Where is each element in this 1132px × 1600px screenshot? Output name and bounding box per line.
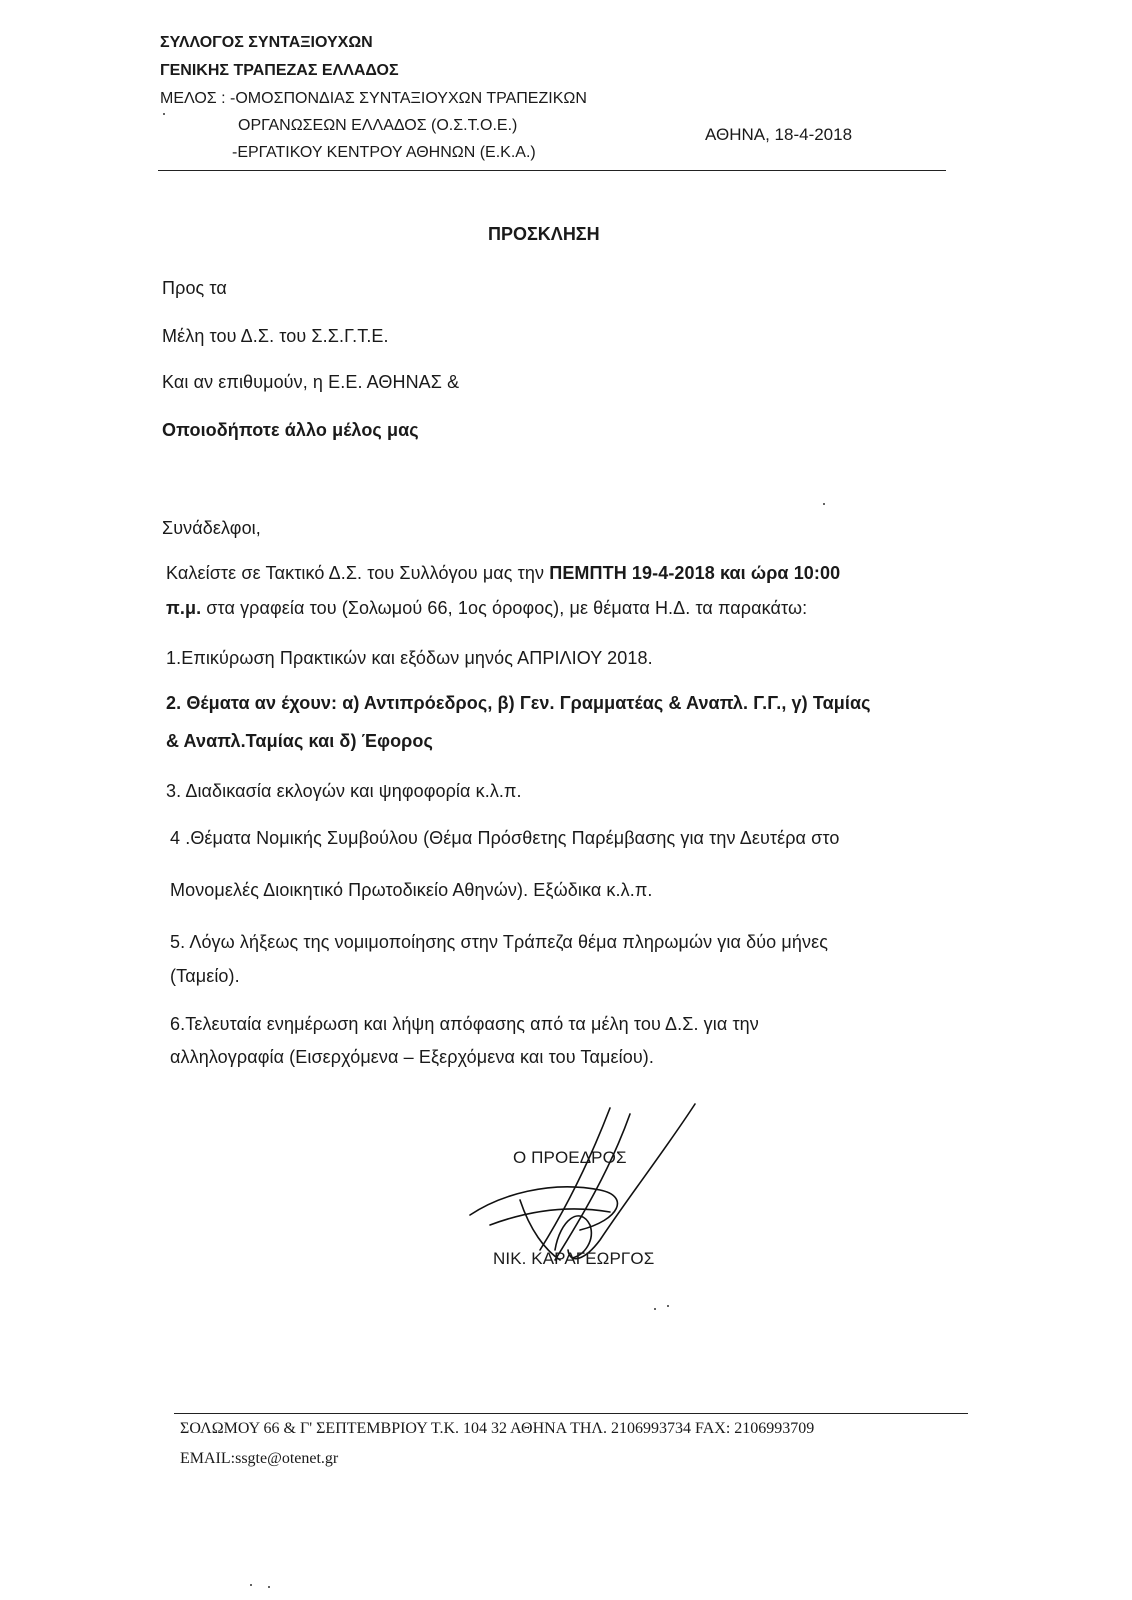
org-name-line1: ΣΥΛΛΟΓΟΣ ΣΥΝΤΑΞΙΟΥΧΩΝ [160, 34, 373, 51]
scan-speck [268, 1586, 270, 1588]
intro-text-1: Καλείστε σε Τακτικό Δ.Σ. του Συλλόγου μας την [166, 563, 550, 583]
agenda-item-1: 1.Επικύρωση Πρακτικών και εξόδων μηνός ΑΠΡΙΛΙΟΥ 2018. [166, 648, 653, 668]
intro-text-2: στα γραφεία του (Σολωμού 66, 1ος όροφος), με θέματα Η.Δ. τα παρακάτω: [201, 598, 808, 618]
header-divider [158, 170, 946, 171]
signatory-role: Ο ΠΡΟΕΔΡΟΣ [513, 1148, 627, 1167]
handwritten-signature [460, 1100, 720, 1270]
scan-speck [667, 1305, 669, 1307]
footer-address: ΣΟΛΩΜΟΥ 66 & Γ' ΣΕΠΤΕΜΒΡΙΟΥ Τ.Κ. 104 32 ΑΘΗΝΑ ΤΗΛ. 2106993734 FAX: 2106993709 [180, 1420, 815, 1437]
agenda-item-5-line1: 5. Λόγω λήξεως της νομιμοποίησης στην Τράπεζα θέμα πληρωμών για δύο μήνες [170, 932, 828, 952]
recipients-intro: Προς τα [162, 278, 227, 298]
agenda-item-3: 3. Διαδικασία εκλογών και ψηφοφορία κ.λ.π. [166, 781, 522, 801]
agenda-item-6-line2: αλληλογραφία (Εισερχόμενα – Εξερχόμενα και του Ταμείου). [170, 1047, 654, 1067]
agenda-item-2-line1: 2. Θέματα αν έχουν: α) Αντιπρόεδρος, β) Γεν. Γραμματέας & Αναπλ. Γ.Γ., γ) Ταμίας [166, 693, 871, 713]
agenda-item-5-line2: (Ταμείο). [170, 966, 240, 986]
agenda-item-2-line2: & Αναπλ.Ταμίας και δ) Έφορος [166, 731, 433, 751]
footer-divider [174, 1413, 968, 1414]
agenda-item-4-line2: Μονομελές Διοικητικό Πρωτοδικείο Αθηνών). Εξώδικα κ.λ.π. [170, 880, 653, 900]
scan-speck [823, 503, 825, 505]
intro-line1 [166, 563, 840, 584]
document-title: ΠΡΟΣΚΛΗΣΗ [488, 224, 600, 244]
recipients-committee: Και αν επιθυμούν, η Ε.Ε. ΑΘΗΝΑΣ & [162, 372, 460, 392]
scan-speck [654, 1308, 656, 1310]
intro-am: π.μ. [166, 598, 202, 618]
agenda-item-4-line1: 4 .Θέματα Νομικής Συμβούλου (Θέμα Πρόσθετης Παρέμβασης για την Δευτέρα στο [170, 828, 840, 848]
recipients-board: Μέλη του Δ.Σ. του Σ.Σ.Γ.Τ.Ε. [162, 326, 389, 346]
place-date: ΑΘΗΝΑ, 18-4-2018 [705, 125, 853, 144]
membership-line1: ΜΕΛΟΣ : -ΟΜΟΣΠΟΝΔΙΑΣ ΣΥΝΤΑΞΙΟΥΧΩΝ ΤΡΑΠΕΖΙΚΩΝ [160, 90, 587, 107]
agenda-item-6-line1: 6.Τελευταία ενημέρωση και λήψη απόφασης από τα μέλη του Δ.Σ. για την [170, 1014, 759, 1034]
scan-speck [250, 1584, 252, 1586]
recipients-other: Οποιοδήποτε άλλο μέλος μας [162, 420, 419, 440]
intro-line2 [166, 598, 807, 619]
signatory-name: ΝΙΚ. ΚΑΡΑΓΕΩΡΓΟΣ [493, 1249, 655, 1268]
greeting: Συνάδελφοι, [162, 518, 261, 538]
membership-line3: -ΕΡΓΑΤΙΚΟΥ ΚΕΝΤΡΟΥ ΑΘΗΝΩΝ (Ε.Κ.Α.) [232, 144, 536, 161]
org-name-line2: ΓΕΝΙΚΗΣ ΤΡΑΠΕΖΑΣ ΕΛΛΑΔΟΣ [160, 62, 399, 79]
membership-line2: ΟΡΓΑΝΩΣΕΩΝ ΕΛΛΑΔΟΣ (Ο.Σ.Τ.Ο.Ε.) [238, 117, 518, 134]
scan-speck [163, 113, 165, 115]
intro-meeting-datetime: ΠΕΜΠΤΗ 19-4-2018 και ώρα 10:00 [549, 563, 841, 583]
footer-email: EMAIL:ssgte@otenet.gr [180, 1450, 339, 1467]
